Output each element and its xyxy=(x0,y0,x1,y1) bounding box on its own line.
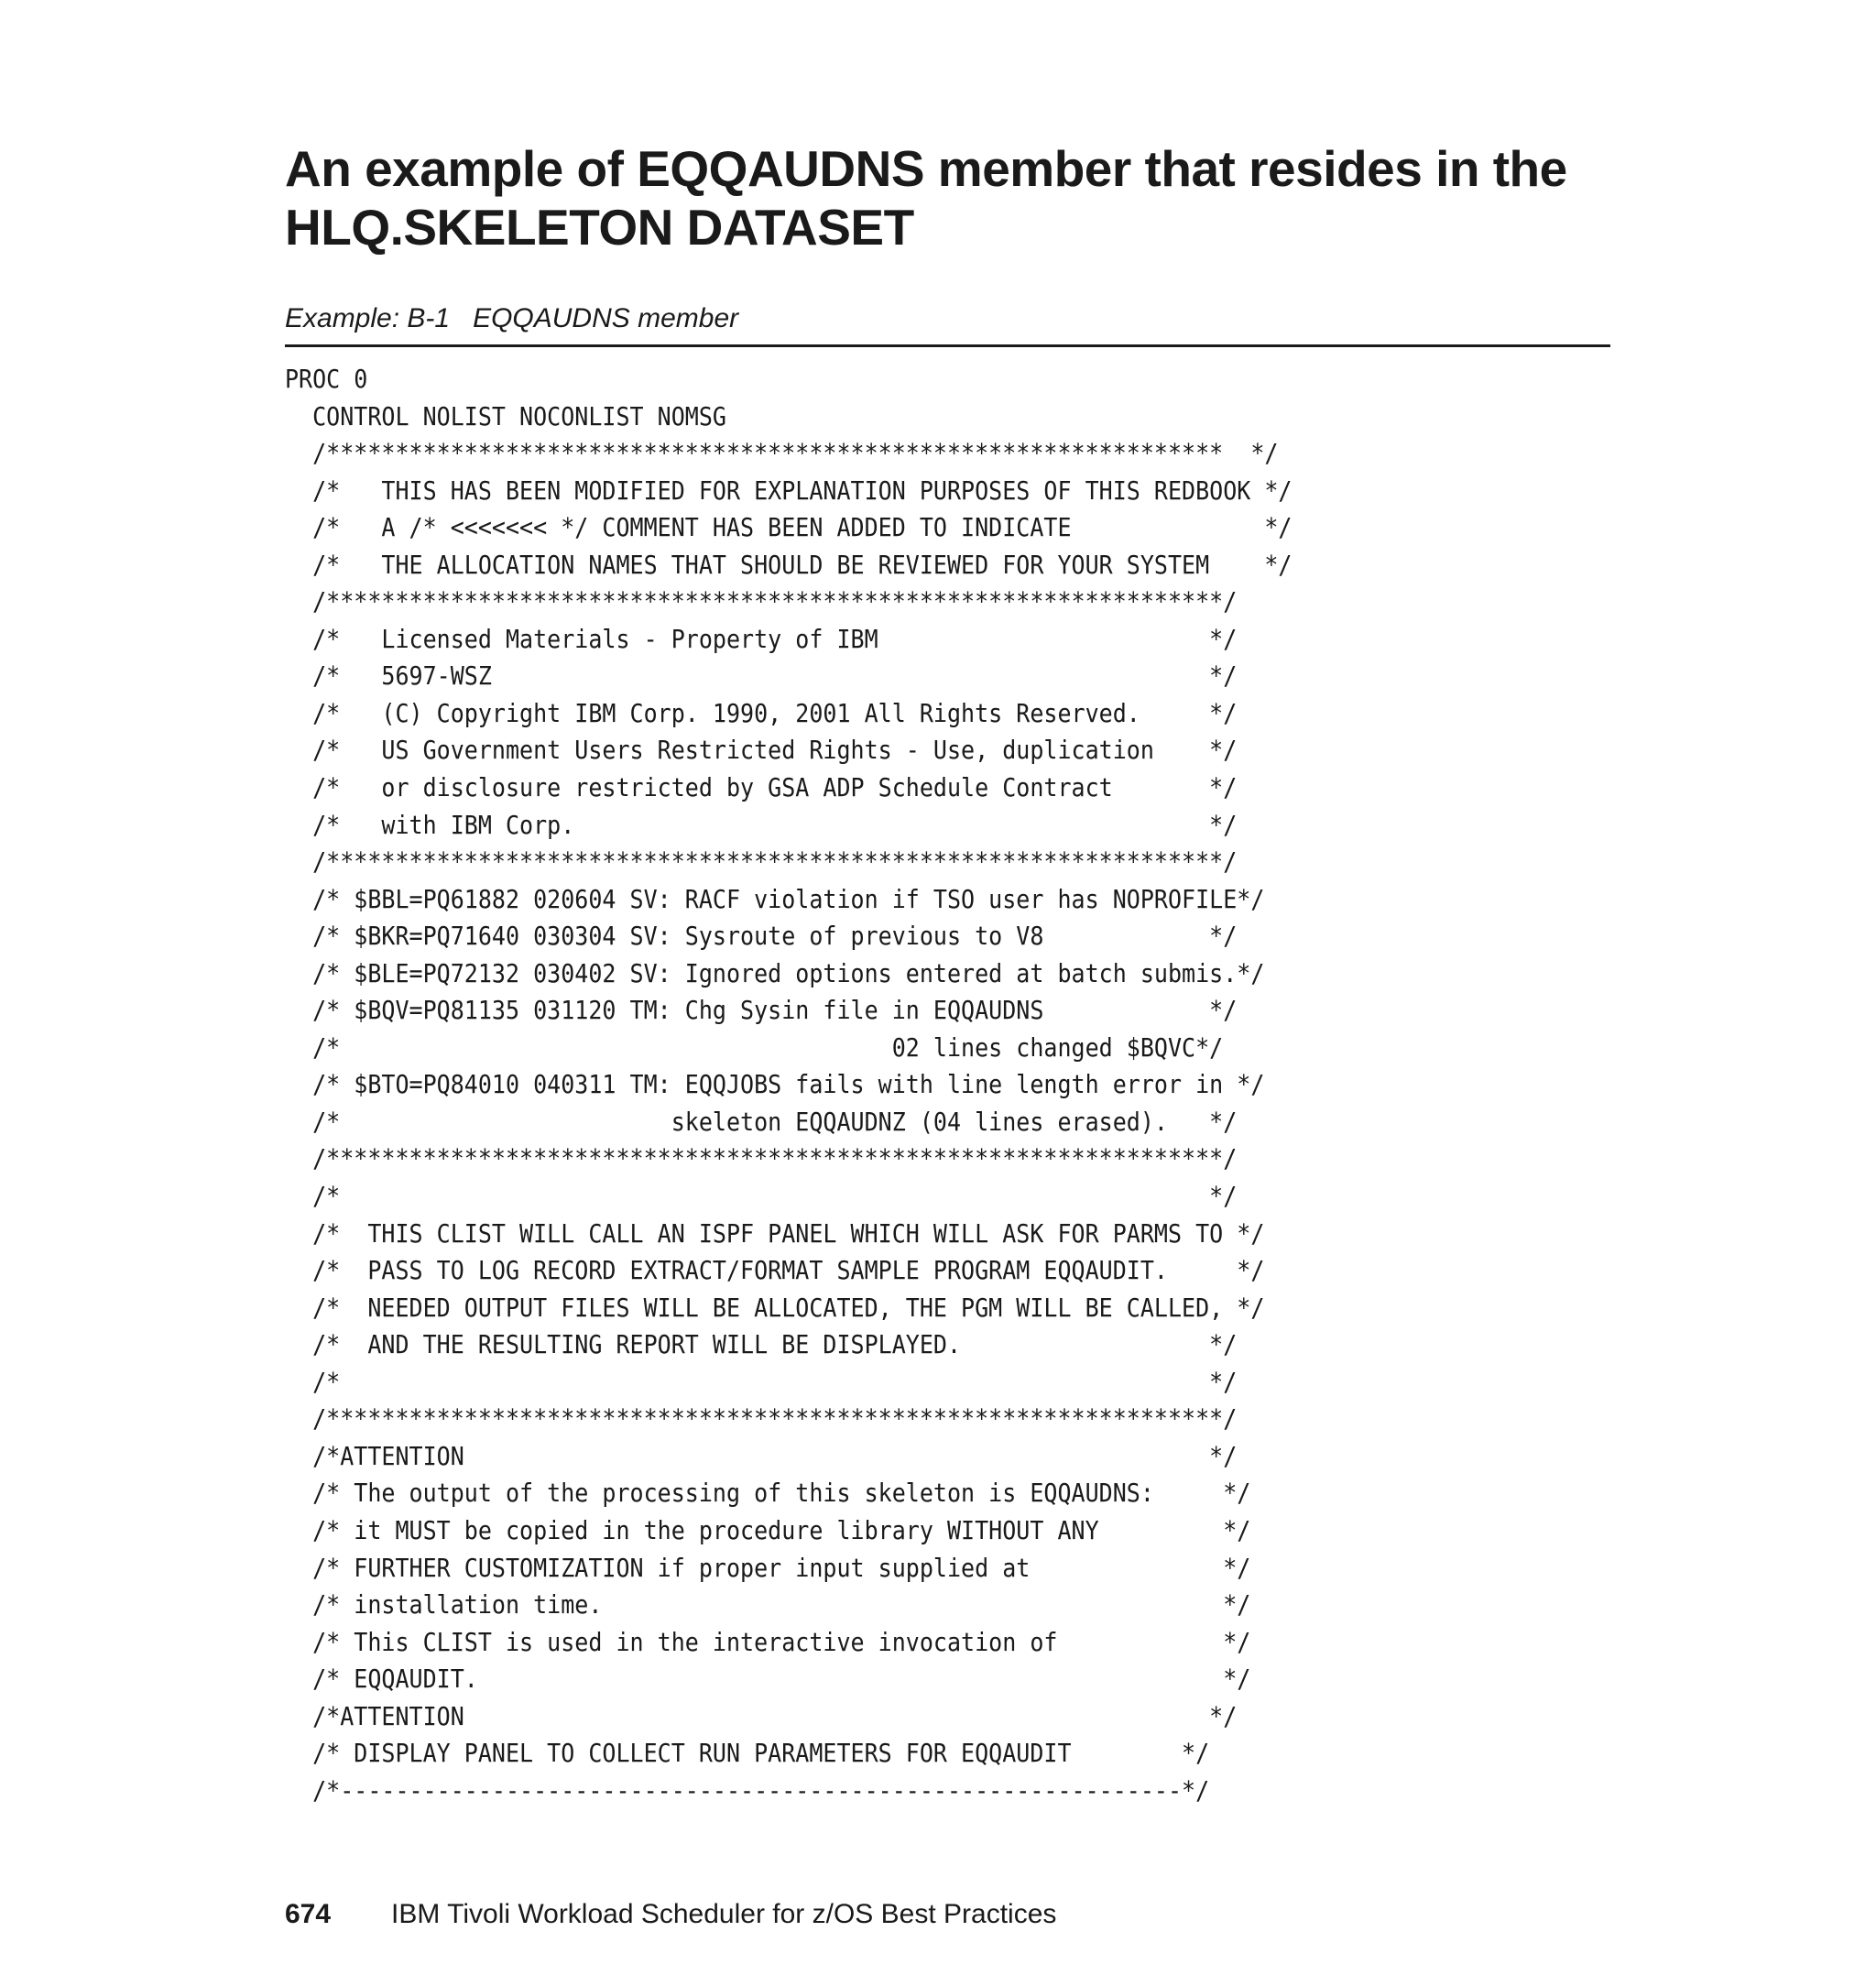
code-line: /* installation time. */ xyxy=(285,1589,1251,1620)
page-title-line-1: An example of EQQAUDNS member that resides in the xyxy=(285,140,1567,197)
code-line: /* EQQAUDIT. */ xyxy=(285,1664,1251,1695)
code-line: /* it MUST be copied in the procedure library WITHOUT ANY */ xyxy=(285,1514,1251,1545)
code-line: /* (C) Copyright IBM Corp. 1990, 2001 All Rights Reserved. */ xyxy=(285,697,1238,728)
code-line: /* */ xyxy=(285,1181,1238,1212)
code-listing xyxy=(285,361,1610,1809)
code-line: /* NEEDED OUTPUT FILES WILL BE ALLOCATED, THE PGM WILL BE CALLED, */ xyxy=(285,1292,1265,1323)
code-line: /* $BLE=PQ72132 030402 SV: Ignored options entered at batch submis.*/ xyxy=(285,957,1265,988)
page-number: 674 xyxy=(285,1899,332,1929)
code-line: /* This CLIST is used in the interactive invocation of */ xyxy=(285,1626,1251,1657)
code-line: /* PASS TO LOG RECORD EXTRACT/FORMAT SAMPLE PROGRAM EQQAUDIT. */ xyxy=(285,1255,1265,1286)
code-line: /* THIS HAS BEEN MODIFIED FOR EXPLANATION PURPOSES OF THIS REDBOOK */ xyxy=(285,475,1292,506)
code-line: /*ATTENTION */ xyxy=(285,1440,1238,1471)
example-caption: Example: B-1 EQQAUDNS member xyxy=(285,303,739,333)
code-line: /* Licensed Materials - Property of IBM */ xyxy=(285,623,1238,654)
code-line: /*****************************************************************/ xyxy=(285,586,1238,617)
code-line: /* $BQV=PQ81135 031120 TM: Chg Sysin file in EQQAUDNS */ xyxy=(285,995,1238,1026)
code-line: /* A /* <<<<<<< */ COMMENT HAS BEEN ADDED TO INDICATE */ xyxy=(285,512,1292,543)
code-line: /* AND THE RESULTING REPORT WILL BE DISPLAYED. */ xyxy=(285,1329,1238,1360)
code-line: /*-------------------------------------------------------------*/ xyxy=(285,1774,1210,1806)
code-line: /* THE ALLOCATION NAMES THAT SHOULD BE REVIEWED FOR YOUR SYSTEM */ xyxy=(285,549,1292,580)
page-title xyxy=(285,139,1659,256)
code-line: /* DISPLAY PANEL TO COLLECT RUN PARAMETERS FOR EQQAUDIT */ xyxy=(285,1738,1210,1769)
code-line: /* */ xyxy=(285,1366,1238,1397)
code-line: /* US Government Users Restricted Rights - Use, duplication */ xyxy=(285,735,1238,766)
code-line: /* The output of the processing of this skeleton is EQQAUDNS: */ xyxy=(285,1478,1251,1509)
page-footer xyxy=(285,1898,1056,1931)
code-line: /***************************************************************** */ xyxy=(285,438,1279,469)
code-line: /* 5697-WSZ */ xyxy=(285,660,1238,692)
code-line: /* $BBL=PQ61882 020604 SV: RACF violation if TSO user has NOPROFILE*/ xyxy=(285,883,1265,914)
code-line: /*ATTENTION */ xyxy=(285,1700,1238,1731)
code-line: /* 02 lines changed $BQVC*/ xyxy=(285,1031,1224,1063)
code-line: /*****************************************************************/ xyxy=(285,1143,1238,1174)
code-line: PROC 0 xyxy=(285,364,368,394)
code-line: /* skeleton EQQAUDNZ (04 lines erased). */ xyxy=(285,1106,1238,1137)
code-line: /* $BKR=PQ71640 030304 SV: Sysroute of previous to V8 */ xyxy=(285,921,1238,952)
page-title-line-2: HLQ.SKELETON DATASET xyxy=(285,199,914,256)
book-title: IBM Tivoli Workload Scheduler for z/OS Best Practices xyxy=(391,1899,1057,1929)
code-line: CONTROL NOLIST NOCONLIST NOMSG xyxy=(285,400,726,431)
code-line: /* with IBM Corp. */ xyxy=(285,809,1238,840)
code-line: /* or disclosure restricted by GSA ADP Schedule Contract */ xyxy=(285,772,1238,803)
code-line: /* $BTO=PQ84010 040311 TM: EQQJOBS fails with line length error in */ xyxy=(285,1069,1265,1100)
code-line: /*****************************************************************/ xyxy=(285,1403,1238,1435)
code-line: /* FURTHER CUSTOMIZATION if proper input supplied at */ xyxy=(285,1552,1251,1583)
code-line: /*****************************************************************/ xyxy=(285,846,1238,878)
code-line: /* THIS CLIST WILL CALL AN ISPF PANEL WHICH WILL ASK FOR PARMS TO */ xyxy=(285,1217,1265,1249)
caption-divider xyxy=(285,344,1610,347)
